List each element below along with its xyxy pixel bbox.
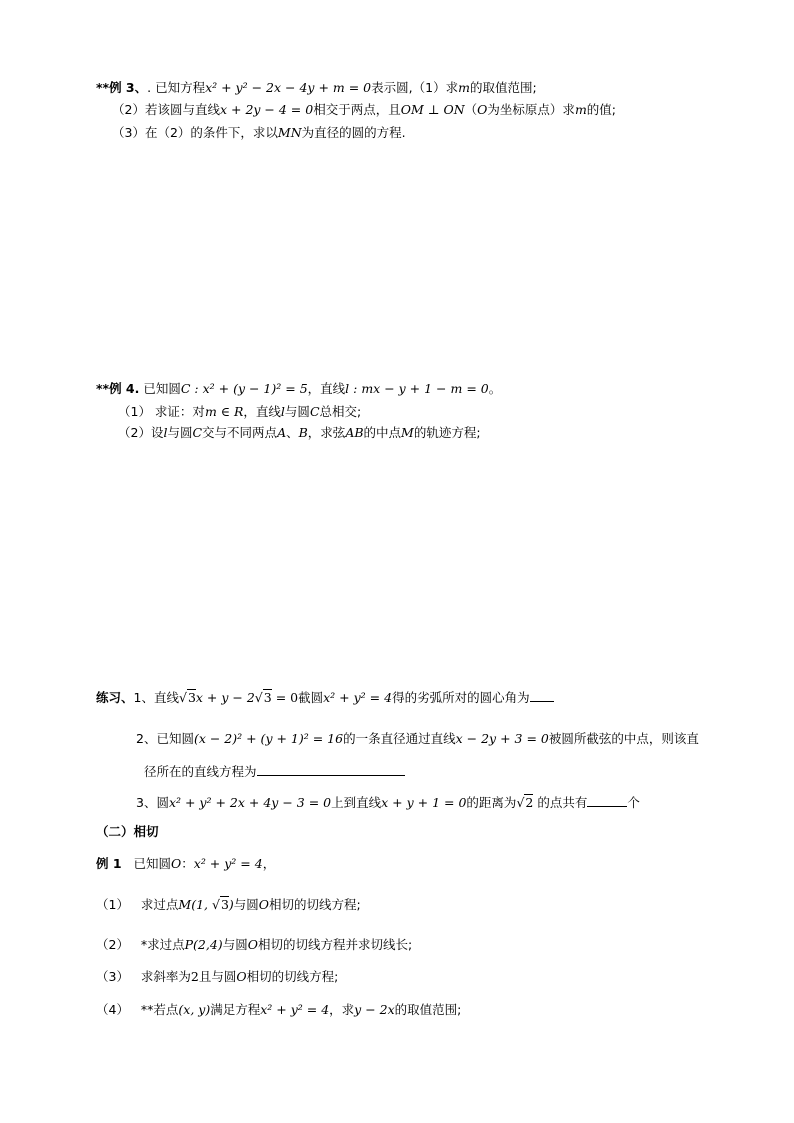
example3-label: **例 3、 bbox=[96, 80, 148, 95]
practice-line1: 练习、1、直线√3x + y − 2√3 = 0截圆x² + y² = 4得的劣弧所对的圆心角为 bbox=[96, 689, 554, 707]
example4-label: **例 4. bbox=[96, 381, 140, 396]
answer-blank bbox=[587, 794, 627, 807]
question-4: （4） **若点(x, y)满足方程x² + y² = 4，求y − 2x的取值范围; bbox=[96, 1002, 462, 1017]
question-2: （2） *求过点P(2,4)与圆O相切的切线方程并求切线长; bbox=[96, 937, 413, 952]
circle-equation: x² + y² − 2x − 4y + m = 0 bbox=[205, 80, 372, 95]
answer-blank bbox=[257, 763, 405, 776]
example1-label: 例 1 bbox=[96, 856, 122, 871]
section-title: （二）相切 bbox=[96, 824, 159, 839]
question-1: （1） 求过点M(1, √3)与圆O相切的切线方程; bbox=[96, 897, 361, 912]
example1-line: 例 1 已知圆O：x² + y² = 4， bbox=[96, 856, 276, 871]
question-3: （3） 求斜率为2且与圆O相切的切线方程; bbox=[96, 969, 339, 984]
example4-line1: **例 4. 已知圆C : x² + (y − 1)² = 5，直线l : mx − y + 1 − m = 0。 bbox=[96, 381, 502, 396]
practice-label: 练习、 bbox=[96, 690, 134, 705]
example3-line2: （2）若该圆与直线x + 2y − 4 = 0相交于两点，且OM ⊥ ON（O为坐标原点）求m的值; bbox=[112, 102, 617, 117]
example3-line3: （3）在（2）的条件下，求以MN为直径的圆的方程. bbox=[112, 125, 406, 140]
example4-line2: （1） 求证：对m ∈ R，直线l与圆C总相交; bbox=[118, 404, 362, 419]
practice-line2b: 径所在的直线方程为 bbox=[144, 763, 405, 781]
practice-line2: 2、已知圆(x − 2)² + (y + 1)² = 16的一条直径通过直线x − 2y + 3 = 0被圆所截弦的中点，则该直 bbox=[136, 731, 699, 746]
example4-line3: （2）设l与圆C交与不同两点A、B，求弦AB的中点M的轨迹方程; bbox=[118, 425, 481, 440]
example3-line1: **例 3、. 已知方程x² + y² − 2x − 4y + m = 0表示圆,（1）求m的取值范围; bbox=[96, 80, 537, 95]
answer-blank bbox=[530, 689, 554, 702]
practice-line3: 3、圆x² + y² + 2x + 4y − 3 = 0上到直线x + y + 1 = 0的距离为√2 的点共有 个 bbox=[136, 795, 640, 810]
